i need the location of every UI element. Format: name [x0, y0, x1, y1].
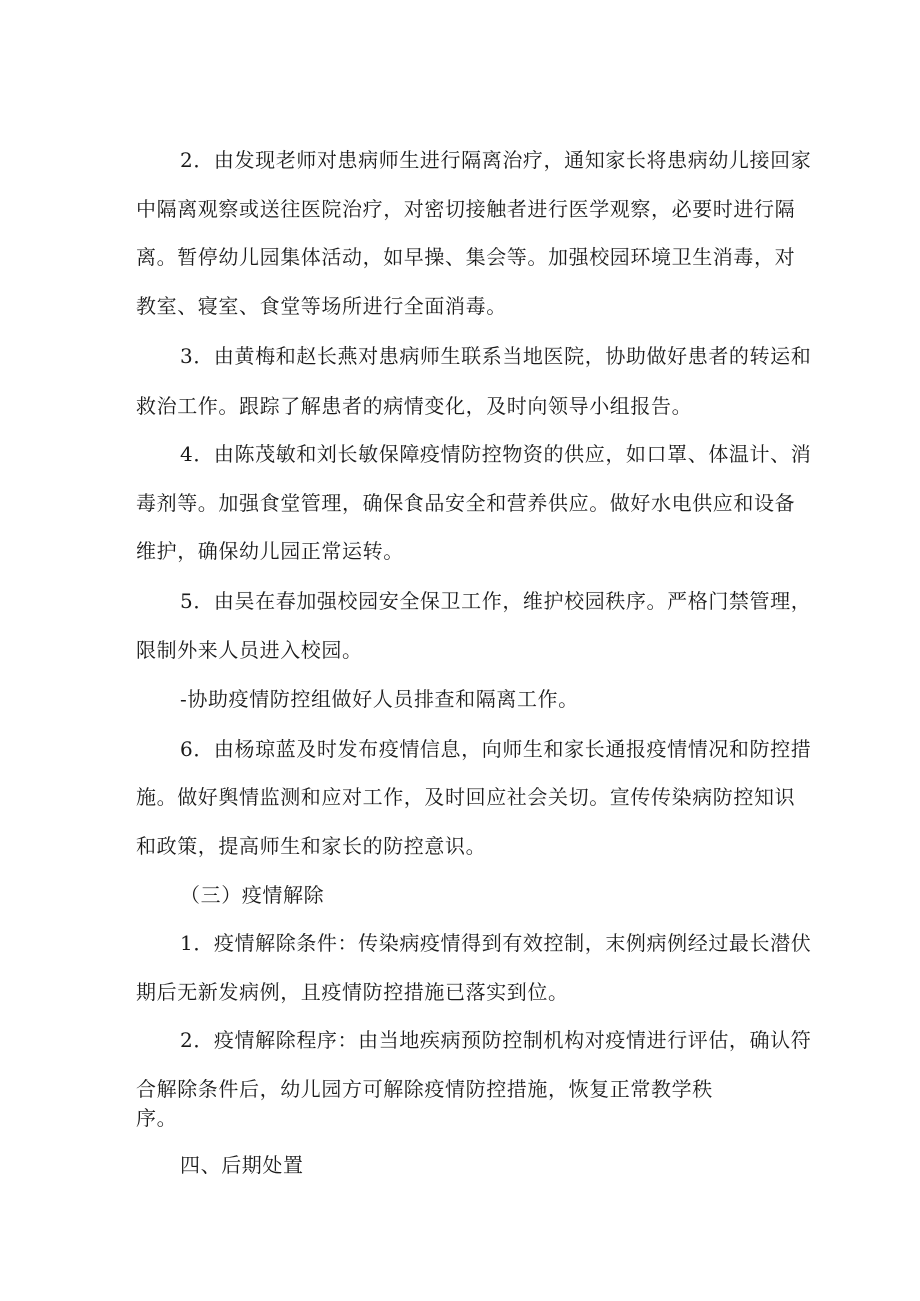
paragraph-6-line-2: 施。做好舆情监测和应对工作，及时回应社会关切。宣传传染病防控知识: [136, 785, 796, 809]
section-heading-3: （三）疫情解除: [180, 883, 325, 907]
paragraph-6-line-1: 6．由杨琼蓝及时发布疫情信息，向师生和家长通报疫情情况和防控措: [180, 737, 812, 761]
paragraph-6-line-3: 和政策，提高师生和家长的防控意识。: [136, 834, 487, 858]
paragraph-2-line-4: 教室、寝室、食堂等场所进行全面消毒。: [136, 294, 507, 318]
release-item-2-line-2: 合解除条件后，幼儿园方可解除疫情防控措施，恢复正常教学秩: [136, 1077, 713, 1101]
section-heading-4: 四、后期处置: [180, 1153, 304, 1177]
paragraph-2-line-1: 2．由发现老师对患病师生进行隔离治疗，通知家长将患病幼儿接回家: [180, 148, 812, 172]
release-item-1-line-2: 期后无新发病例，且疫情防控措施已落实到位。: [136, 980, 569, 1004]
release-item-2-line-3: 序。: [136, 1106, 178, 1130]
paragraph-2-line-2: 中隔离观察或送往医院治疗，对密切接触者进行医学观察，必要时进行隔: [136, 197, 796, 221]
paragraph-5-line-2: 限制外来人员进入校园。: [136, 638, 363, 662]
paragraph-2-line-3: 离。暂停幼儿园集体活动，如早操、集会等。加强校园环境卫生消毒，对: [136, 245, 796, 269]
release-item-2-line-1: 2．疫情解除程序：由当地疾病预防控制机构对疫情进行评估，确认符: [180, 1028, 812, 1052]
paragraph-4-line-2: 毒剂等。加强食堂管理，确保食品安全和营养供应。做好水电供应和设备: [136, 491, 796, 515]
paragraph-5b-line-1: -协助疫情防控组做好人员排查和隔离工作。: [180, 687, 579, 711]
paragraph-3-line-1: 3．由黄梅和赵长燕对患病师生联系当地医院，协助做好患者的转运和: [180, 344, 812, 368]
release-item-1-line-1: 1．疫情解除条件：传染病疫情得到有效控制，末例病例经过最长潜伏: [180, 931, 812, 955]
paragraph-3-line-2: 救治工作。跟踪了解患者的病情变化，及时向领导小组报告。: [136, 394, 693, 418]
paragraph-5-line-1: 5．由吴在春加强校园安全保卫工作，维护校园秩序。严格门禁管理，: [180, 589, 812, 613]
paragraph-4-line-3: 维护，确保幼儿园正常运转。: [136, 539, 404, 563]
paragraph-4-line-1: 4．由陈茂敏和刘长敏保障疫情防控物资的供应，如口罩、体温计、消: [180, 442, 812, 466]
